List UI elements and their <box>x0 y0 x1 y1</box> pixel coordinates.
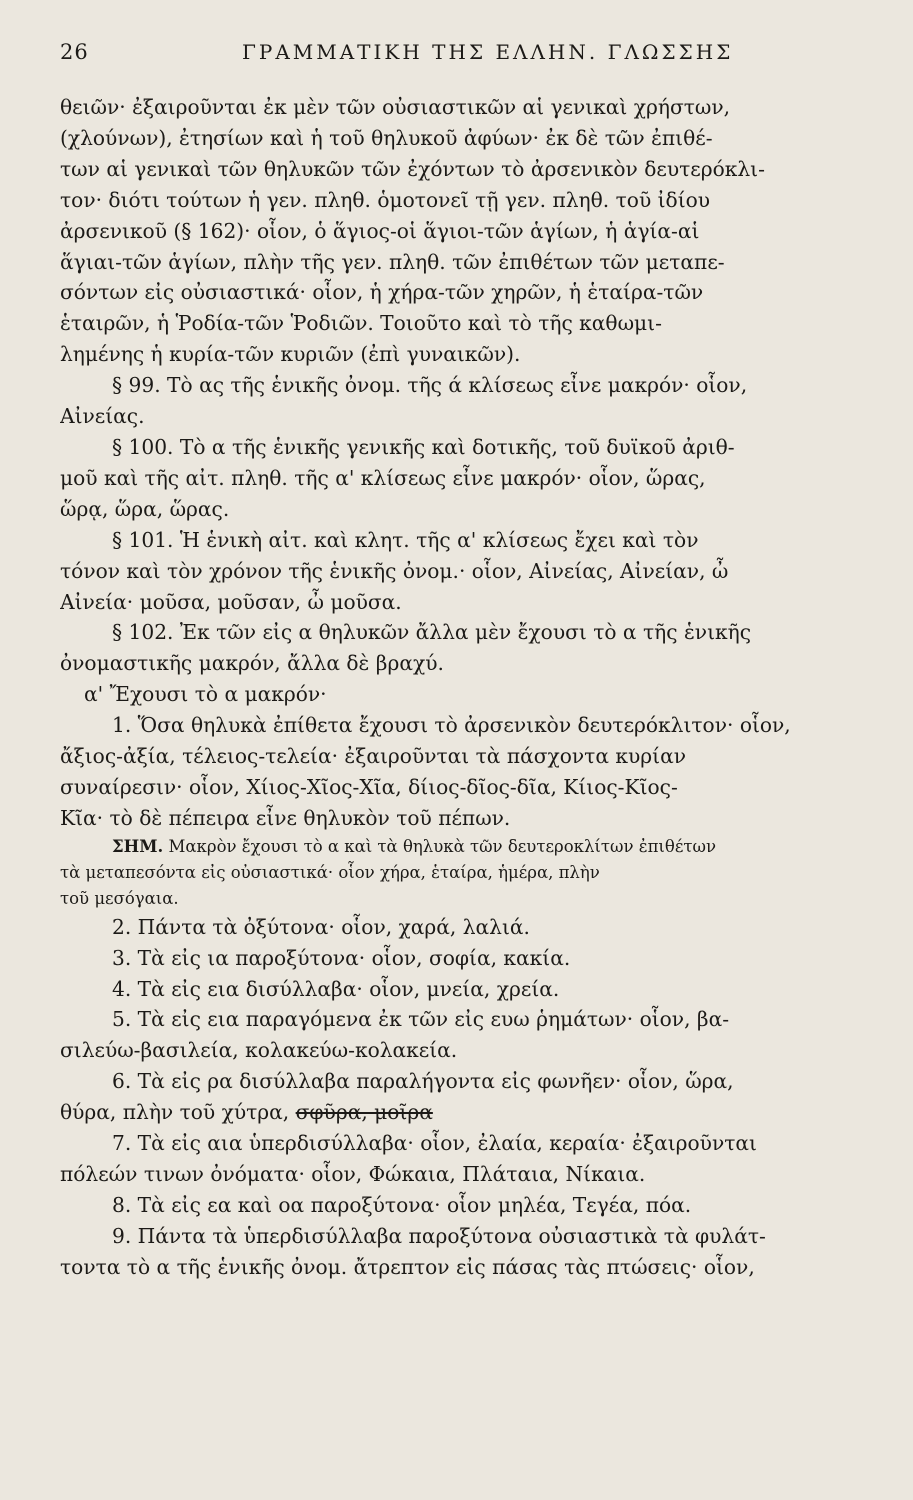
text-line: (χλούνων), ἐτησίων καὶ ἡ τοῦ θηλυκοῦ ἀφύων· ἐκ δὲ τῶν ἐπιθέ- <box>60 125 713 150</box>
page-number: 26 <box>60 40 89 64</box>
running-title: ΓΡΑΜΜΑΤΙΚΗ ΤΗΣ ΕΛΛΗΝ. ΓΛΩΣΣΗΣ <box>242 40 734 64</box>
section-102-heading: § 102. Ἐκ τῶν εἰς α θηλυκῶν ἄλλα μὲν ἔχουσι τὸ α τῆς ἑνικῆς <box>112 620 752 645</box>
text-line: Αἰνεία· μοῦσα, μοῦσαν, ὦ μοῦσα. <box>60 589 402 614</box>
list-item-4: 4. Τὰ εἰς εια δισύλλαβα· οἷον, μνεία, χρεία. <box>112 976 560 1001</box>
text-line: των αἱ γενικαὶ τῶν θηλυκῶν τῶν ἐχόντων τὸ ἀρσενικὸν δευτερόκλι- <box>60 156 765 181</box>
section-99-heading: § 99. Τὸ ας τῆς ἑνικῆς ὀνομ. τῆς ά κλίσεως εἶνε μακρόν· οἷον, <box>112 373 748 398</box>
note-label: ΣΗΜ. <box>112 836 164 856</box>
text-line: σιλεύω-βασιλεία, κολακεύω-κολακεία. <box>60 1038 458 1063</box>
footnote-block <box>60 834 861 912</box>
list-item-6: 6. Τὰ εἰς ρα δισύλλαβα παραλήγοντα εἰς φωνῆεν· οἷον, ὥρα, <box>112 1069 734 1094</box>
struck-through-text: σφῦρα, μοῖρα <box>295 1100 433 1125</box>
text-line: τοντα τὸ α τῆς ἑνικῆς ὀνομ. ἄτρεπτον εἰς πάσας τὰς πτώσεις· οἷον, <box>60 1254 755 1279</box>
text-line: τόνον καὶ τὸν χρόνον τῆς ἑνικῆς ὀνομ.· οἷον, Αἰνείας, Αἰνείαν, ὦ <box>60 558 729 583</box>
list-item-2: 2. Πάντα τὰ ὀξύτονα· οἷον, χαρά, λαλιά. <box>112 914 530 939</box>
text-line: ἄξιος-ἀξία, τέλειος-τελεία· ἐξαιροῦνται τὰ πάσχοντα κυρίαν <box>60 744 686 769</box>
text-line: ὥρᾳ, ὥρα, ὥρας. <box>60 496 230 521</box>
text-line: θειῶν· ἐξαιροῦνται ἐκ μὲν τῶν οὐσιαστικῶν αἱ γενικαὶ χρήστων, <box>60 95 731 119</box>
text-fragment: θύρα, πλὴν τοῦ χύτρα, <box>60 1100 290 1125</box>
list-item-8: 8. Τὰ εἰς εα καὶ οα παροξύτονα· οἷον μηλέα, Τεγέα, πόα. <box>112 1192 692 1217</box>
text-line: ἅγιαι-τῶν ἁγίων, πλὴν τῆς γεν. πληθ. τῶν ἐπιθέτων τῶν μεταπε- <box>60 249 725 274</box>
subsection-heading: α' Ἔχουσι τὸ α μακρόν· <box>84 682 327 707</box>
note-line: τὰ μεταπεσόντα εἰς οὐσιαστικά· οἷον χήρα, ἑταίρα, ἡμέρα, πλὴν <box>60 862 600 882</box>
text-line: λημένης ἡ κυρία-τῶν κυριῶν (ἐπὶ γυναικῶν). <box>60 342 521 367</box>
text-line: ἑταιρῶν, ἡ Ῥοδία-τῶν Ῥοδιῶν. Τοιοῦτο καὶ τὸ τῆς καθωμι- <box>60 311 662 336</box>
text-line <box>60 1097 861 1128</box>
note-line: τοῦ μεσόγαια. <box>60 888 179 908</box>
text-line: πόλεών τινων ὀνόματα· οἷον, Φώκαια, Πλάταια, Νίκαια. <box>60 1162 646 1186</box>
text-line: ὀνομαστικῆς μακρόν, ἄλλα δὲ βραχύ. <box>60 651 444 676</box>
text-line: ἀρσενικοῦ (§ 162)· οἷον, ὁ ἅγιος-οἱ ἅγιοι-τῶν ἁγίων, ἡ ἁγία-αἱ <box>60 218 700 243</box>
list-item-3: 3. Τὰ εἰς ια παροξύτονα· οἷον, σοφία, κακία. <box>112 945 571 970</box>
list-item-9: 9. Πάντα τὰ ὑπερδισύλλαβα παροξύτονα οὐσιαστικὰ τὰ φυλάτ- <box>112 1223 766 1248</box>
list-item-7: 7. Τὰ εἰς αια ὑπερδισύλλαβα· οἷον, ἐλαία, κεραία· ἐξαιροῦνται <box>112 1131 757 1156</box>
text-line: συναίρεσιν· οἷον, Χίιος-Χῖος-Χῖα, δίιος-δῖος-δῖα, Κίιος-Κῖος- <box>60 774 678 799</box>
body-text <box>60 92 861 1283</box>
text-line: σόντων εἰς οὐσιαστικά· οἷον, ἡ χήρα-τῶν χηρῶν, ἡ ἑταίρα-τῶν <box>60 280 704 305</box>
text-line: μοῦ καὶ τῆς αἰτ. πληθ. τῆς α' κλίσεως εἶνε μακρόν· οἷον, ὥρας, <box>60 465 706 490</box>
text-line: τον· διότι τούτων ἡ γεν. πληθ. ὁμοτονεῖ τῇ γεν. πληθ. τοῦ ἰδίου <box>60 187 711 212</box>
section-100-heading: § 100. Τὸ α τῆς ἑνικῆς γενικῆς καὶ δοτικῆς, τοῦ δυϊκοῦ ἀριθ- <box>112 434 735 459</box>
running-head <box>60 40 861 80</box>
section-101-heading: § 101. Ἡ ἑνικὴ αἰτ. καὶ κλητ. τῆς α' κλίσεως ἔχει καὶ τὸν <box>112 527 699 552</box>
list-item-5: 5. Τὰ εἰς εια παραγόμενα ἐκ τῶν εἰς ευω ῥημάτων· οἷον, βα- <box>112 1007 730 1032</box>
list-item-1: 1. Ὅσα θηλυκὰ ἐπίθετα ἔχουσι τὸ ἀρσενικὸν δευτερόκλιτον· οἷον, <box>112 713 791 738</box>
text-line: Αἰνείας. <box>60 404 145 429</box>
note-line <box>60 834 861 860</box>
text-line: Κῖα· τὸ δὲ πέπειρα εἶνε θηλυκὸν τοῦ πέπων. <box>60 805 511 830</box>
note-text: Μακρὸν ἔχουσι τὸ α καὶ τὰ θηλυκὰ τῶν δευτεροκλίτων ἐπιθέτων <box>168 836 716 856</box>
